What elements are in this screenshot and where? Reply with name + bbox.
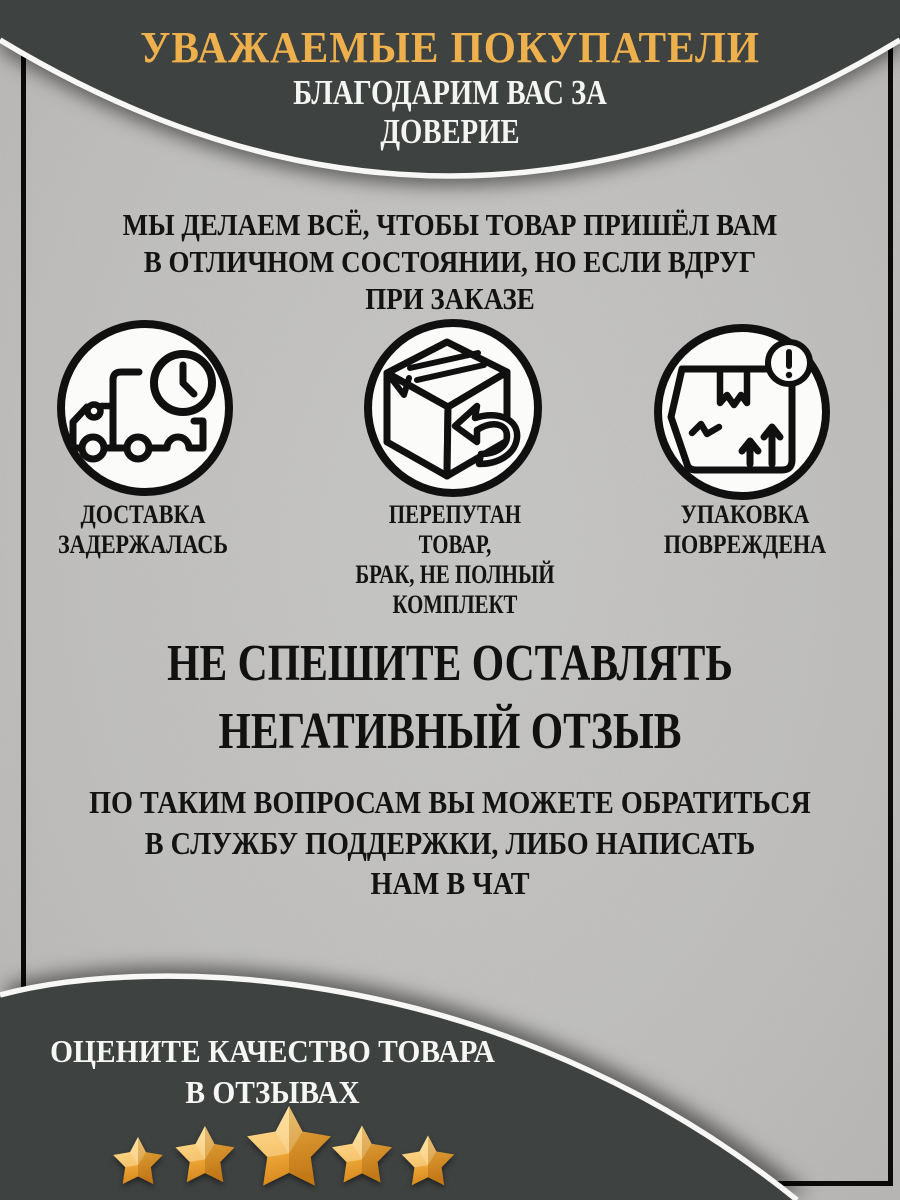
- warning-heading-line2: НЕГАТИВНЫЙ ОТЗЫВ: [218, 703, 682, 761]
- issue-label-line: КОМПЛЕКТ: [392, 589, 518, 619]
- intro-line2: В ОТЛИЧНОМ СОСТОЯНИИ, НО ЕСЛИ ВДРУГ: [143, 244, 757, 280]
- header-subtitle-line1: БЛАГОДАРИМ ВАС ЗА: [293, 73, 607, 112]
- intro-line3: ПРИ ЗАКАЗЕ: [365, 281, 535, 317]
- issue-label-wrong-item: [353, 500, 556, 620]
- footer-heading-line2: В ОТЗЫВАХ: [185, 1073, 360, 1110]
- warning-text-line2: В СЛУЖБУ ПОДДЕРЖКИ, ЛИБО НАПИСАТЬ: [144, 824, 756, 861]
- warning-text: [54, 782, 846, 904]
- header-subtitle: [81, 73, 819, 151]
- box-return-arrow-icon: [368, 323, 538, 493]
- intro-text: [59, 206, 842, 318]
- warning-heading-line1: НЕ СПЕШИТЕ ОСТАВЛЯТЬ: [167, 635, 733, 692]
- intro-line1: МЫ ДЕЛАЕМ ВСЁ, ЧТОБЫ ТОВАР ПРИШЁЛ ВАМ: [122, 207, 778, 242]
- warning-text-line1: ПО ТАКИМ ВОПРОСАМ ВЫ МОЖЕТЕ ОБРАТИТЬСЯ: [89, 784, 811, 820]
- delivery-truck-clock-icon: [61, 324, 229, 492]
- issue-label-line: ПЕРЕПУТАН ТОВАР,: [388, 500, 522, 559]
- issue-label-damaged-packaging: [646, 500, 845, 560]
- issue-label-line: ДОСТАВКА: [80, 500, 206, 529]
- issue-label-line: ПОВРЕЖДЕНА: [663, 529, 827, 559]
- issue-label-delivery: [50, 500, 237, 560]
- warning-heading: [90, 630, 810, 766]
- header-subtitle-line2: ДОВЕРИЕ: [380, 112, 520, 152]
- footer-heading-line1: ОЦЕНИТЕ КАЧЕСТВО ТОВАРА: [50, 1033, 495, 1069]
- issue-label-line: БРАК, НЕ ПОЛНЫЙ: [355, 559, 555, 589]
- header-title: УВАЖАЕМЫЕ ПОКУПАТЕЛИ: [140, 23, 760, 72]
- footer-heading: [22, 1031, 523, 1112]
- issue-label-line: УПАКОВКА: [680, 500, 810, 529]
- damaged-package-icon: [658, 328, 826, 496]
- warning-text-line3: НАМ В ЧАТ: [370, 865, 530, 902]
- issue-label-line: ЗАДЕРЖАЛАСЬ: [57, 529, 228, 559]
